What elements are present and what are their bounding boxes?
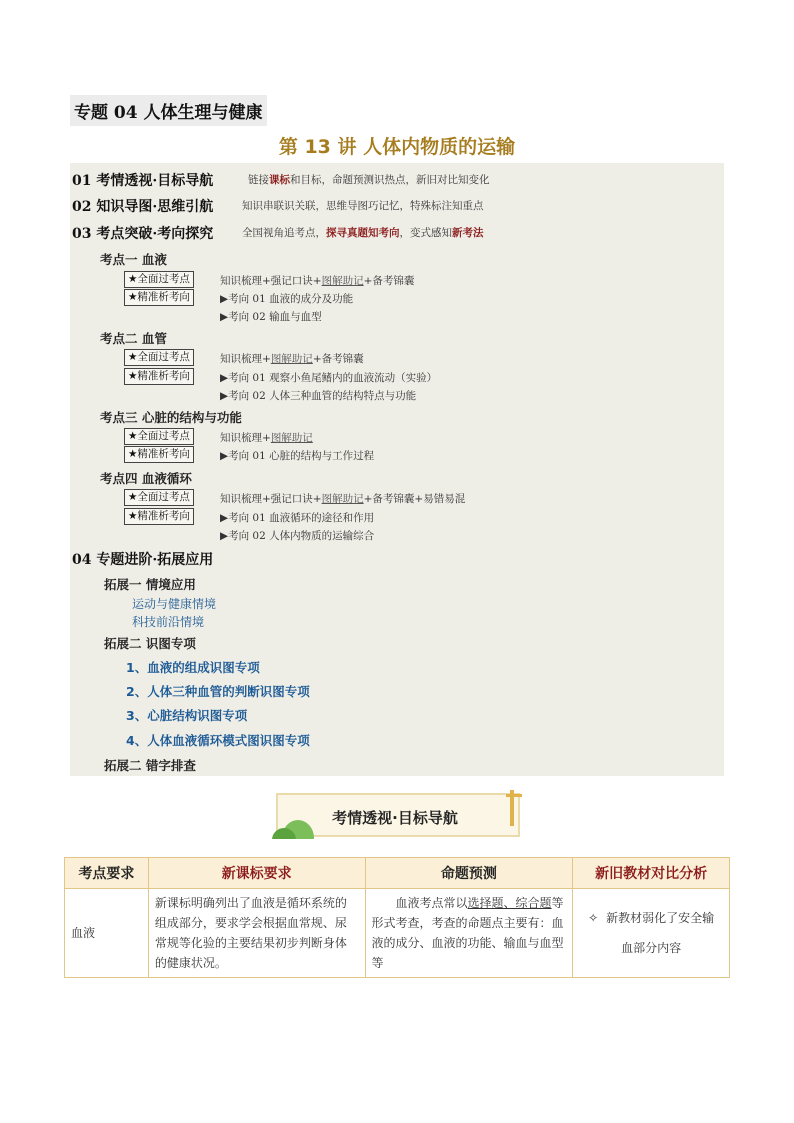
section-03-title: 03 考点突破·考向探究 xyxy=(72,226,214,242)
kaodian-1-methods: 知识梳理+强记口诀+图解助记+备考锦囊 xyxy=(220,275,415,287)
kaodian-1-dir-2[interactable]: ▶考向 02 输血与血型 xyxy=(220,311,322,323)
banner-accent-cap xyxy=(506,794,522,797)
kaodian-2-title: 考点二 血管 xyxy=(100,331,167,346)
section-02-desc: 知识串联识关联，思维导图巧记忆，特殊标注知重点 xyxy=(242,200,484,212)
extension-1-item-1[interactable]: 运动与健康情境 xyxy=(132,597,217,611)
tag-precise-3: ★精准析考向 xyxy=(124,446,194,463)
lecture-title: 第 13 讲 人体内物质的运输 xyxy=(278,136,516,158)
header-standard: 新课标要求 xyxy=(148,858,365,889)
topic-title: 专题 04 人体生理与健康 xyxy=(70,95,267,126)
kaodian-1-dir-1[interactable]: ▶考向 01 血液的成分及功能 xyxy=(220,293,354,305)
kaodian-4-title: 考点四 血液循环 xyxy=(100,471,192,486)
tag-precise-1: ★精准析考向 xyxy=(124,289,194,306)
section-04-title: 04 专题进阶·拓展应用 xyxy=(72,552,214,568)
tag-full-review-1: ★全面过考点 xyxy=(124,271,194,288)
extension-2-item-1[interactable]: 1、血液的组成识图专项 xyxy=(126,660,260,675)
extension-2-item-2[interactable]: 2、人体三种血管的判断识图专项 xyxy=(126,684,310,699)
table-of-contents xyxy=(70,163,724,776)
table-header-row xyxy=(65,858,730,889)
cell-point: 血液 xyxy=(65,889,149,978)
section-01-desc: 链接课标和目标，命题预测识热点，新旧对比知变化 xyxy=(248,174,490,186)
extension-2-item-3[interactable]: 3、心脏结构识图专项 xyxy=(126,708,248,723)
tag-full-review-4: ★全面过考点 xyxy=(124,489,194,506)
extension-1-item-2[interactable]: 科技前沿情境 xyxy=(132,615,205,629)
header-compare: 新旧教材对比分析 xyxy=(573,858,730,889)
section-01-title: 01 考情透视·目标导航 xyxy=(72,173,214,189)
section-02-title: 02 知识导图·思维引航 xyxy=(72,199,214,215)
kaodian-3-methods: 知识梳理+图解助记 xyxy=(220,432,313,444)
kaodian-2-dir-2[interactable]: ▶考向 02 人体三种血管的结构特点与功能 xyxy=(220,390,417,402)
extension-1-title: 拓展一 情境应用 xyxy=(104,577,196,592)
kaodian-4-dir-1[interactable]: ▶考向 01 血液循环的途径和作用 xyxy=(220,512,375,524)
kaodian-2-methods: 知识梳理+图解助记+备考锦囊 xyxy=(220,353,364,365)
cell-compare: ✧ 新教材弱化了安全输血部分内容 xyxy=(573,889,730,978)
cell-standard: 新课标明确列出了血液是循环系统的组成部分，要求学会根据血常规、尿常规等化验的主要结果初步判断身体的健康状况。 xyxy=(148,889,365,978)
cell-prediction: 血液考点常以选择题、综合题等形式考查，考查的命题点主要有：血液的成分、血液的功能、输血与血型等 xyxy=(365,889,573,978)
kaodian-4-dir-2[interactable]: ▶考向 02 人体内物质的运输综合 xyxy=(220,530,375,542)
requirements-table xyxy=(64,857,730,978)
header-prediction: 命题预测 xyxy=(365,858,573,889)
section-banner xyxy=(270,790,520,844)
extension-2-title: 拓展二 识图专项 xyxy=(104,636,196,651)
tag-precise-2: ★精准析考向 xyxy=(124,368,194,385)
section-03-desc: 全国视角追考点，探寻真题知考向，变式感知新考法 xyxy=(242,227,484,239)
tag-precise-4: ★精准析考向 xyxy=(124,508,194,525)
extension-2-item-4[interactable]: 4、人体血液循环模式图识图专项 xyxy=(126,733,310,748)
kaodian-3-dir-1[interactable]: ▶考向 01 心脏的结构与工作过程 xyxy=(220,450,375,462)
table-row xyxy=(65,889,730,978)
kaodian-4-methods: 知识梳理+强记口诀+图解助记+备考锦囊+易错易混 xyxy=(220,493,466,505)
kaodian-2-dir-1[interactable]: ▶考向 01 观察小鱼尾鳍内的血液流动（实验） xyxy=(220,372,438,384)
kaodian-3-title: 考点三 心脏的结构与功能 xyxy=(100,410,242,425)
extension-3-title: 拓展二 错字排查 xyxy=(104,758,196,773)
tag-full-review-3: ★全面过考点 xyxy=(124,428,194,445)
tag-full-review-2: ★全面过考点 xyxy=(124,349,194,366)
banner-title: 考情透视·目标导航 xyxy=(332,809,458,827)
sparkle-icon: ✧ xyxy=(588,911,599,925)
header-point: 考点要求 xyxy=(65,858,149,889)
kaodian-1-title: 考点一 血液 xyxy=(100,252,167,267)
